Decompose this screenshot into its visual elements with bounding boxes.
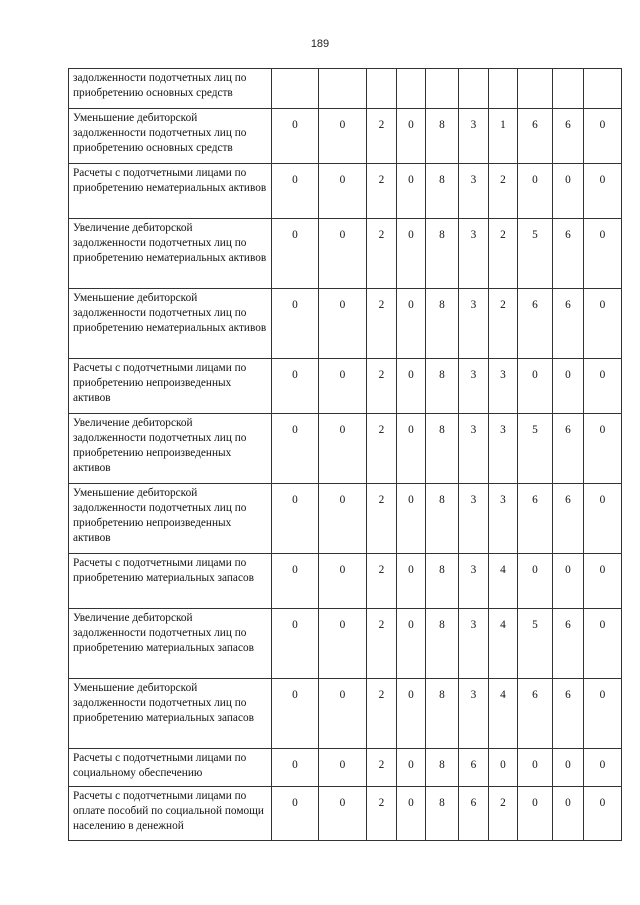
code-digit-6: 3 [459, 414, 489, 484]
code-digit-2: 0 [319, 164, 367, 219]
table-row [69, 787, 622, 841]
code-digit-5: 8 [426, 749, 459, 787]
code-digit-2: 0 [319, 679, 367, 749]
code-digit-4: 0 [397, 289, 426, 359]
code-digit-6: 3 [459, 219, 489, 289]
code-digit-10: 0 [584, 289, 622, 359]
code-digit-6: 6 [459, 787, 489, 841]
table-row [69, 359, 622, 414]
code-digit-3: 2 [367, 219, 397, 289]
code-digit-3: 2 [367, 289, 397, 359]
code-digit-3: 2 [367, 749, 397, 787]
code-digit-3: 2 [367, 787, 397, 841]
table-row [69, 164, 622, 219]
code-digit-9: 0 [553, 359, 584, 414]
code-digit-2: 0 [319, 749, 367, 787]
table-row [69, 109, 622, 164]
code-digit-10: 0 [584, 109, 622, 164]
table-body [69, 69, 622, 841]
code-digit-6: 3 [459, 359, 489, 414]
code-digit-4: 0 [397, 679, 426, 749]
code-digit-6: 3 [459, 554, 489, 609]
code-digit-8: 5 [518, 414, 553, 484]
table-row [69, 414, 622, 484]
table-row [69, 554, 622, 609]
code-digit-7: 3 [489, 414, 518, 484]
code-digit-5 [426, 69, 459, 109]
account-description: Расчеты с подотчетными лицами по приобретению материальных запасов [69, 554, 272, 609]
code-digit-4: 0 [397, 164, 426, 219]
code-digit-1: 0 [272, 219, 319, 289]
code-digit-4 [397, 69, 426, 109]
code-digit-3: 2 [367, 164, 397, 219]
code-digit-9: 0 [553, 554, 584, 609]
code-digit-2 [319, 69, 367, 109]
code-digit-6: 3 [459, 679, 489, 749]
account-code-table [68, 68, 622, 841]
code-digit-8: 6 [518, 109, 553, 164]
code-digit-10: 0 [584, 609, 622, 679]
code-digit-1 [272, 69, 319, 109]
code-digit-3: 2 [367, 609, 397, 679]
code-digit-4: 0 [397, 749, 426, 787]
code-digit-1: 0 [272, 554, 319, 609]
code-digit-4: 0 [397, 359, 426, 414]
code-digit-5: 8 [426, 679, 459, 749]
code-digit-2: 0 [319, 289, 367, 359]
code-digit-2: 0 [319, 414, 367, 484]
code-digit-3: 2 [367, 484, 397, 554]
code-digit-1: 0 [272, 289, 319, 359]
code-digit-3: 2 [367, 359, 397, 414]
code-digit-1: 0 [272, 787, 319, 841]
code-digit-10 [584, 69, 622, 109]
code-digit-8: 0 [518, 164, 553, 219]
code-digit-4: 0 [397, 109, 426, 164]
code-digit-1: 0 [272, 359, 319, 414]
table-row [69, 609, 622, 679]
code-digit-8: 6 [518, 289, 553, 359]
code-digit-8: 6 [518, 484, 553, 554]
account-description: Уменьшение дебиторской задолженности подотчетных лиц по приобретению основных средств [69, 109, 272, 164]
table-row [69, 69, 622, 109]
page-number: 189 [310, 38, 330, 50]
code-digit-8: 0 [518, 359, 553, 414]
code-digit-3: 2 [367, 679, 397, 749]
code-digit-8: 6 [518, 679, 553, 749]
code-digit-8 [518, 69, 553, 109]
code-digit-2: 0 [319, 219, 367, 289]
code-digit-6: 3 [459, 484, 489, 554]
code-digit-8: 0 [518, 554, 553, 609]
code-digit-10: 0 [584, 749, 622, 787]
code-digit-2: 0 [319, 787, 367, 841]
code-digit-7: 2 [489, 289, 518, 359]
code-digit-3 [367, 69, 397, 109]
table-row [69, 219, 622, 289]
code-digit-9: 6 [553, 414, 584, 484]
code-digit-7: 1 [489, 109, 518, 164]
code-digit-1: 0 [272, 109, 319, 164]
code-digit-4: 0 [397, 219, 426, 289]
code-digit-7: 2 [489, 164, 518, 219]
code-digit-10: 0 [584, 219, 622, 289]
account-description: Уменьшение дебиторской задолженности подотчетных лиц по приобретению непроизведенных активов [69, 484, 272, 554]
code-digit-1: 0 [272, 414, 319, 484]
account-description: Расчеты с подотчетными лицами по приобретению непроизведенных активов [69, 359, 272, 414]
code-digit-2: 0 [319, 109, 367, 164]
code-digit-5: 8 [426, 219, 459, 289]
code-digit-4: 0 [397, 414, 426, 484]
code-digit-7 [489, 69, 518, 109]
code-digit-6: 3 [459, 289, 489, 359]
code-digit-7: 4 [489, 554, 518, 609]
code-digit-5: 8 [426, 289, 459, 359]
account-description: Уменьшение дебиторской задолженности подотчетных лиц по приобретению нематериальных активов [69, 289, 272, 359]
code-digit-3: 2 [367, 554, 397, 609]
code-digit-4: 0 [397, 554, 426, 609]
code-digit-5: 8 [426, 359, 459, 414]
code-digit-10: 0 [584, 164, 622, 219]
code-digit-2: 0 [319, 609, 367, 679]
table-row [69, 749, 622, 787]
code-digit-2: 0 [319, 359, 367, 414]
code-digit-5: 8 [426, 414, 459, 484]
code-digit-1: 0 [272, 484, 319, 554]
code-digit-4: 0 [397, 787, 426, 841]
code-digit-5: 8 [426, 109, 459, 164]
code-digit-10: 0 [584, 484, 622, 554]
code-digit-4: 0 [397, 609, 426, 679]
code-digit-5: 8 [426, 484, 459, 554]
code-digit-9: 6 [553, 609, 584, 679]
code-digit-4: 0 [397, 484, 426, 554]
code-digit-1: 0 [272, 164, 319, 219]
code-digit-10: 0 [584, 679, 622, 749]
code-digit-5: 8 [426, 164, 459, 219]
code-digit-7: 4 [489, 679, 518, 749]
code-digit-9: 6 [553, 219, 584, 289]
code-digit-2: 0 [319, 484, 367, 554]
code-digit-6: 3 [459, 164, 489, 219]
code-digit-1: 0 [272, 679, 319, 749]
table-row [69, 484, 622, 554]
code-digit-1: 0 [272, 749, 319, 787]
account-description: Уменьшение дебиторской задолженности подотчетных лиц по приобретению материальных запасов [69, 679, 272, 749]
code-digit-2: 0 [319, 554, 367, 609]
code-digit-9: 0 [553, 749, 584, 787]
code-digit-9: 0 [553, 164, 584, 219]
code-digit-9: 6 [553, 679, 584, 749]
code-digit-8: 5 [518, 219, 553, 289]
account-description: Расчеты с подотчетными лицами по социальному обеспечению [69, 749, 272, 787]
code-digit-7: 4 [489, 609, 518, 679]
code-digit-7: 0 [489, 749, 518, 787]
code-digit-6: 3 [459, 109, 489, 164]
code-digit-9 [553, 69, 584, 109]
code-digit-9: 0 [553, 787, 584, 841]
code-digit-7: 2 [489, 219, 518, 289]
account-description: Увеличение дебиторской задолженности подотчетных лиц по приобретению нематериальных активов [69, 219, 272, 289]
code-digit-5: 8 [426, 609, 459, 679]
code-digit-9: 6 [553, 109, 584, 164]
code-digit-1: 0 [272, 609, 319, 679]
table-row [69, 679, 622, 749]
code-digit-10: 0 [584, 359, 622, 414]
account-description: Увеличение дебиторской задолженности подотчетных лиц по приобретению непроизведенных активов [69, 414, 272, 484]
code-digit-10: 0 [584, 787, 622, 841]
code-digit-7: 3 [489, 484, 518, 554]
code-digit-3: 2 [367, 414, 397, 484]
code-digit-5: 8 [426, 787, 459, 841]
account-description: Увеличение дебиторской задолженности подотчетных лиц по приобретению материальных запасов [69, 609, 272, 679]
code-digit-8: 0 [518, 787, 553, 841]
code-digit-8: 5 [518, 609, 553, 679]
code-digit-10: 0 [584, 414, 622, 484]
code-digit-7: 2 [489, 787, 518, 841]
code-digit-8: 0 [518, 749, 553, 787]
code-digit-6: 6 [459, 749, 489, 787]
code-digit-7: 3 [489, 359, 518, 414]
code-digit-10: 0 [584, 554, 622, 609]
code-digit-9: 6 [553, 289, 584, 359]
table-row [69, 289, 622, 359]
code-digit-5: 8 [426, 554, 459, 609]
code-digit-6 [459, 69, 489, 109]
code-digit-6: 3 [459, 609, 489, 679]
account-description: задолженности подотчетных лиц по приобретению основных средств [69, 69, 272, 109]
account-description: Расчеты с подотчетными лицами по приобретению нематериальных активов [69, 164, 272, 219]
code-digit-9: 6 [553, 484, 584, 554]
account-description: Расчеты с подотчетными лицами по оплате пособий по социальной помощи населению в денежной [69, 787, 272, 841]
code-digit-3: 2 [367, 109, 397, 164]
